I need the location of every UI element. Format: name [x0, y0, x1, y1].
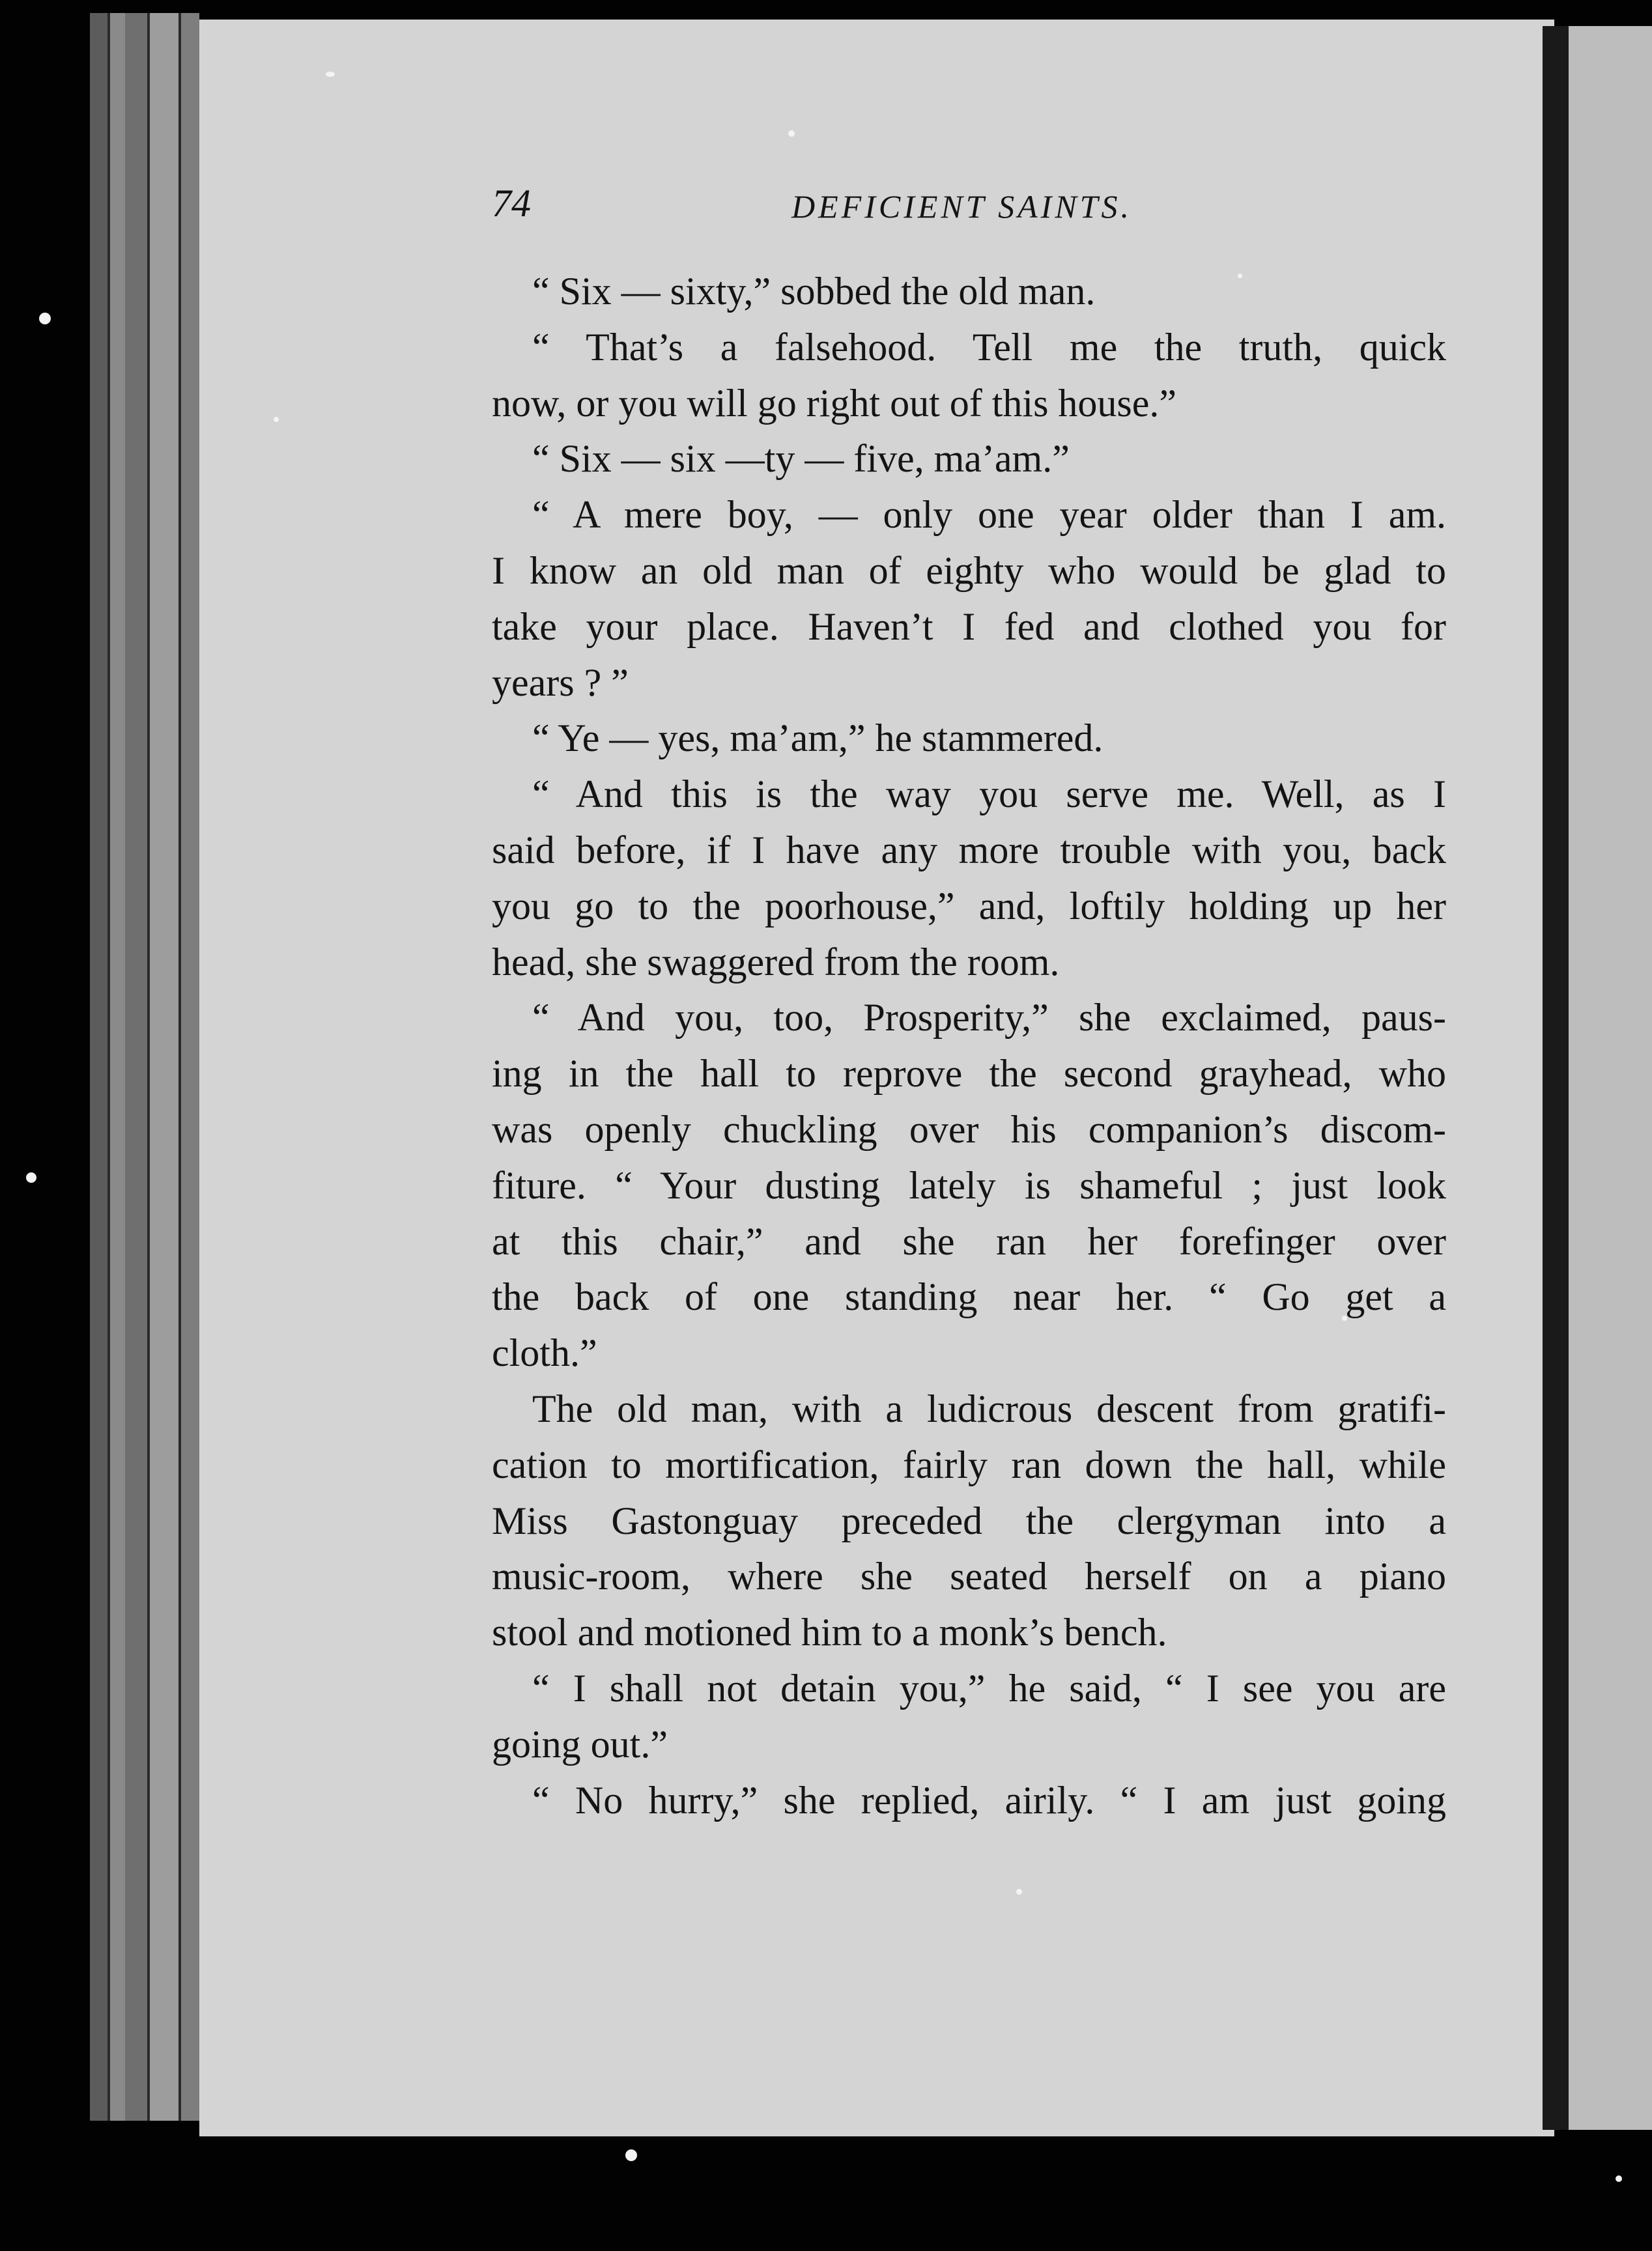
page-header	[492, 181, 1430, 233]
page-edges	[90, 13, 109, 2121]
page-edges	[125, 13, 149, 2121]
dust-speck	[26, 1172, 36, 1183]
text-line: “ And this is the way you serve me. Well, as I	[532, 772, 1446, 816]
text-line: “ Six — six —ty — five, ma’am.”	[532, 437, 1070, 481]
text-line: cloth.”	[492, 1331, 597, 1375]
text-line: “ Six — sixty,” sobbed the old man.	[532, 270, 1096, 313]
page-edges	[109, 13, 125, 2121]
running-head: DEFICIENT SAINTS.	[791, 188, 1132, 225]
text-line: take your place. Haven’t I fed and clothed you for	[492, 604, 1446, 648]
text-line: music-room, where she seated herself on a piano	[492, 1555, 1446, 1598]
page-edge-line	[107, 13, 110, 2121]
text-line: ing in the hall to reprove the second grayhead, who	[492, 1052, 1446, 1096]
text-line: now, or you will go right out of this house.”	[492, 381, 1177, 425]
text-line: head, she swaggered from the room.	[492, 940, 1060, 984]
dust-speck	[326, 72, 335, 77]
page-edges	[180, 13, 199, 2121]
dust-speck	[39, 313, 51, 324]
text-line: stool and motioned him to a monk’s bench.	[492, 1611, 1167, 1654]
text-line: “ I shall not detain you,” he said, “ I see you are	[532, 1666, 1446, 1710]
text-line: “ And you, too, Prosperity,” she exclaimed, paus-	[532, 996, 1446, 1040]
dust-speck	[1616, 2175, 1622, 2182]
text-line: “ A mere boy, — only one year older than I am.	[532, 493, 1446, 537]
text-line: years ? ”	[492, 660, 629, 704]
text-line: going out.”	[492, 1722, 668, 1766]
page-edge-line	[147, 13, 150, 2121]
page-edges	[149, 13, 180, 2121]
page-edge-line	[178, 13, 181, 2121]
dust-speck	[1016, 1889, 1022, 1895]
text-line: Miss Gastonguay preceded the clergyman into a	[492, 1499, 1446, 1542]
text-line: was openly chuckling over his companion’s discom-	[492, 1107, 1446, 1151]
dust-speck	[625, 2149, 637, 2161]
body-text	[492, 264, 1446, 1828]
text-line: “ That’s a falsehood. Tell me the truth, quick	[532, 325, 1446, 369]
dust-speck	[274, 417, 279, 422]
page-number: 74	[492, 182, 531, 225]
text-line: the back of one standing near her. “ Go get a	[492, 1275, 1446, 1319]
text-line: cation to mortification, fairly ran down the hall, while	[492, 1443, 1446, 1486]
book-gutter	[1543, 26, 1569, 2130]
text-line: “ Ye — yes, ma’am,” he stammered.	[532, 716, 1104, 760]
text-line: “ No hurry,” she replied, airily. “ I am just going	[532, 1778, 1446, 1822]
dust-speck	[788, 130, 795, 137]
text-line: you go to the poorhouse,” and, loftily holding up her	[492, 884, 1446, 927]
text-line: at this chair,” and she ran her forefinger over	[492, 1219, 1446, 1263]
text-line: The old man, with a ludicrous descent from gratifi-	[532, 1387, 1446, 1430]
text-line: I know an old man of eighty who would be glad to	[492, 548, 1446, 592]
facing-page-edge	[1569, 26, 1652, 2130]
text-line: said before, if I have any more trouble with you, back	[492, 828, 1446, 871]
text-line: fiture. “ Your dusting lately is shameful ; just look	[492, 1163, 1446, 1207]
